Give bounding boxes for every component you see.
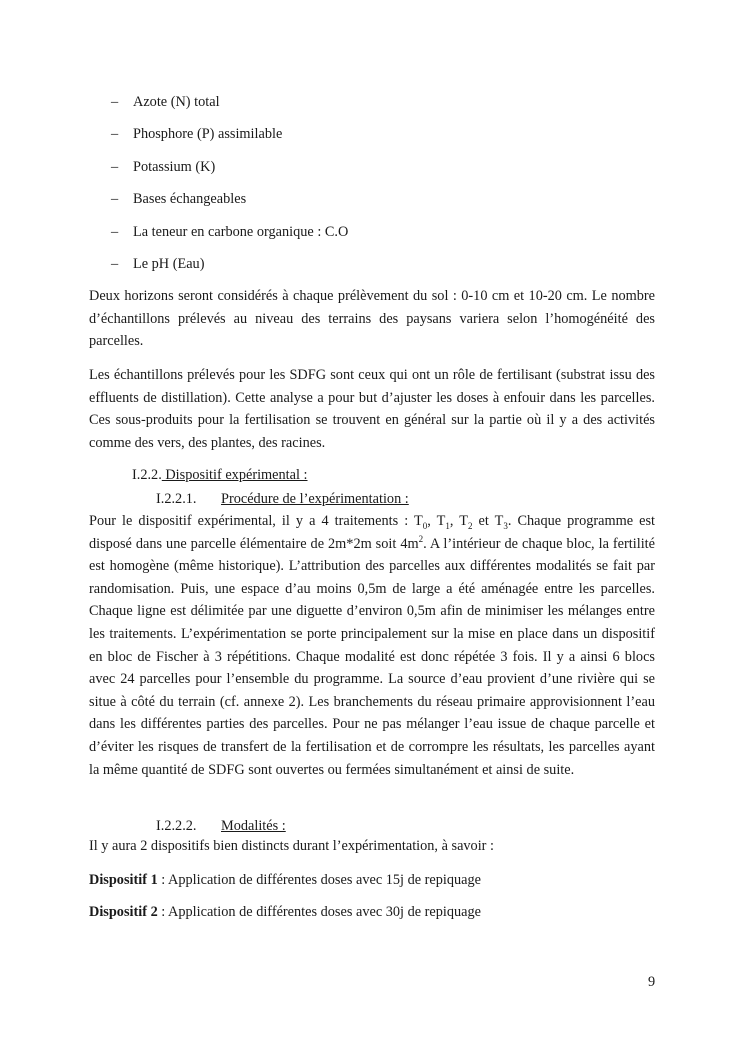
dispositif-text: : Application de différentes doses avec 15j de repiquage xyxy=(157,872,482,888)
bullet-dash: – xyxy=(111,159,119,175)
subsection-title: Procédure de l’expérimentation : xyxy=(221,491,409,507)
paragraph-soil-horizons: Deux horizons seront considérés à chaque prélèvement du sol : 0-10 cm et 10-20 cm. Le nombre d’échantillons prélevés au niveau des terrains des paysans variera selon l’homogénéité des parcelles. xyxy=(89,288,655,350)
dispositif-text: : Application de différentes doses avec 30j de repiquage xyxy=(157,904,482,920)
text-run: Pour le dispositif expérimental, il y a 4 traitements : T xyxy=(89,513,423,529)
dispositif-label: Dispositif 1 xyxy=(89,872,158,888)
dispositif-1-line xyxy=(89,871,481,889)
subsection-heading-modalites xyxy=(156,817,286,835)
subscript: 2 xyxy=(467,520,473,531)
bullet-text: La teneur en carbone organique : C.O xyxy=(133,224,349,240)
bullet-text: Bases échangeables xyxy=(133,191,247,207)
dispositif-label: Dispositif 2 xyxy=(89,904,158,920)
dispositif-2-line xyxy=(89,903,481,921)
bullet-text: Phosphore (P) assimilable xyxy=(133,126,283,142)
section-heading-dispositif xyxy=(132,466,308,484)
subsection-number: I.2.2.1. xyxy=(156,491,197,507)
text-run: , T xyxy=(427,513,446,529)
subsection-heading-procedure xyxy=(156,490,409,508)
bullet-dash: – xyxy=(111,256,119,272)
bullet-text: Potassium (K) xyxy=(133,159,216,175)
bullet-dash: – xyxy=(111,191,119,207)
bullet-dash: – xyxy=(111,224,119,240)
superscript: 2 xyxy=(418,533,424,544)
subsection-number: I.2.2.2. xyxy=(156,818,197,834)
text-run: et T xyxy=(472,513,504,529)
bullet-text: Le pH (Eau) xyxy=(133,256,205,272)
subscript: 0 xyxy=(422,520,428,531)
text-run: . A l’intérieur de chaque bloc, la fertilité est homogène (même historique). L’attribution des parcelles aux différentes modalités se fait par randomisation. Puis, une espace d’au moins 0,5m de large a été aménagée entre les parcelles. Chaque ligne est délimitée par une diguette d’environ 0,5m afin de minimiser les mélanges entre les traitements. L’expérimentation se porte principalement sur la mise en place dans un dispositif en bloc de Fischer à 3 répétitions. Chaque modalité est donc répétée 3 fois. Il y a ainsi 6 blocs avec 24 parcelles pour l’ensemble du programme. La source d’eau provient d’une rivière qui se situe à côté du terrain (cf. annexe 2). Les branchements du réseau primaire approvisionnent l’eau dans les différentes parties des parcelles. Pour ne pas mélanger l’eau issue de chaque parcelle et d’éviter les risques de transfert de la fertilisation et de corrompre les résultats, les parcelles ayant la même quantité de SDFG sont ouvertes ou fermées simultanément et ainsi de suite. xyxy=(89,535,655,778)
section-title: Dispositif expérimental : xyxy=(161,467,308,483)
section-number: I.2.2. xyxy=(132,467,162,483)
page-number: 9 xyxy=(648,974,656,990)
bullet-dash: – xyxy=(111,94,119,110)
text-run: , T xyxy=(449,513,468,529)
bullet-dash: – xyxy=(111,126,119,142)
intro-line: Il y aura 2 dispositifs bien distincts durant l’expérimentation, à savoir : xyxy=(89,838,494,854)
bullet-text: Azote (N) total xyxy=(133,94,220,110)
subsection-title: Modalités : xyxy=(221,818,286,834)
text-run: . Chaque programme est disposé dans une parcelle élémentaire de 2m*2m soit 4m xyxy=(89,513,655,552)
subscript: 1 xyxy=(445,520,450,531)
paragraph-sdfg-samples: Les échantillons prélevés pour les SDFG sont ceux qui ont un rôle de fertilisant (substrat issu des effluents de distillation). Cette analyse a pour but d’ajuster les doses à enfouir dans les parcelles. Ces sous-produits pour la fertilisation se trouvent en général sur la partie où il y a des activités comme des vers, des plantes, des racines. xyxy=(89,367,655,451)
subscript: 3 xyxy=(503,520,508,531)
paragraph-experimental-setup xyxy=(89,510,655,781)
